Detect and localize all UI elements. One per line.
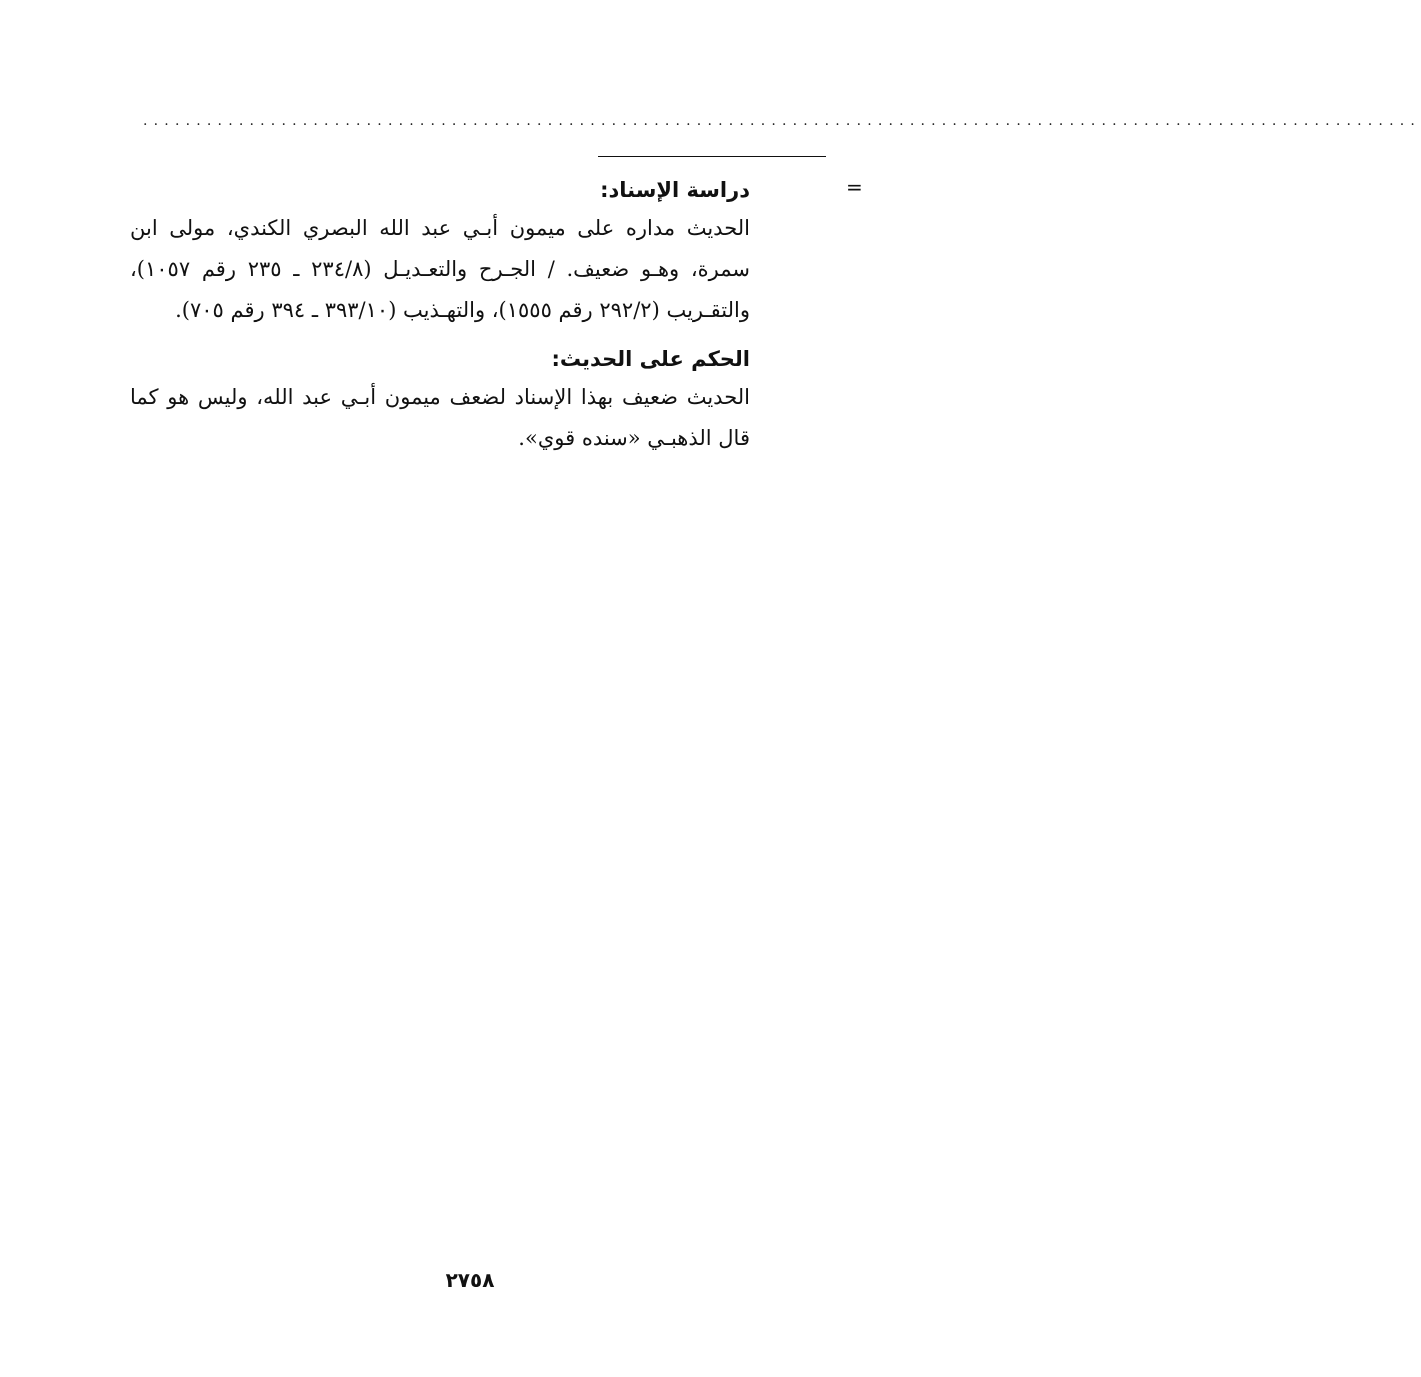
footnote-rule [598, 156, 826, 157]
section-isnad-study [130, 172, 750, 331]
dotted-separator: ........................................................................................................................ [143, 113, 1421, 129]
section-text: الحديث ضعيف بهذا الإسناد لضعف ميمون أبـي عبد الله، وليس هو كما قال الذهبـي «سنده قوي». [130, 385, 750, 450]
section-heading: الحكم على الحديث: [551, 347, 750, 371]
section-spacer [130, 331, 750, 341]
page-number: ٢٧٥٨ [445, 1268, 495, 1292]
section-text: الحديث مداره على ميمون أبـي عبد الله البصري الكندي، مولى ابن سمرة، وهـو ضعيف. / الجـرح والتعـديـل (٢٣٤/٨ ـ ٢٣٥ رقم ١٠٥٧)، والتقـريب (٢٩٢/٢ رقم ١٥٥٥)، والتهـذيب (٣٩٣/١٠ ـ ٣٩٤ رقم ٧٠٥). [130, 216, 750, 322]
continuation-mark: = [846, 175, 863, 199]
section-heading: دراسة الإسناد: [600, 178, 750, 202]
section-hadith-ruling [130, 341, 750, 459]
main-content [130, 172, 750, 459]
